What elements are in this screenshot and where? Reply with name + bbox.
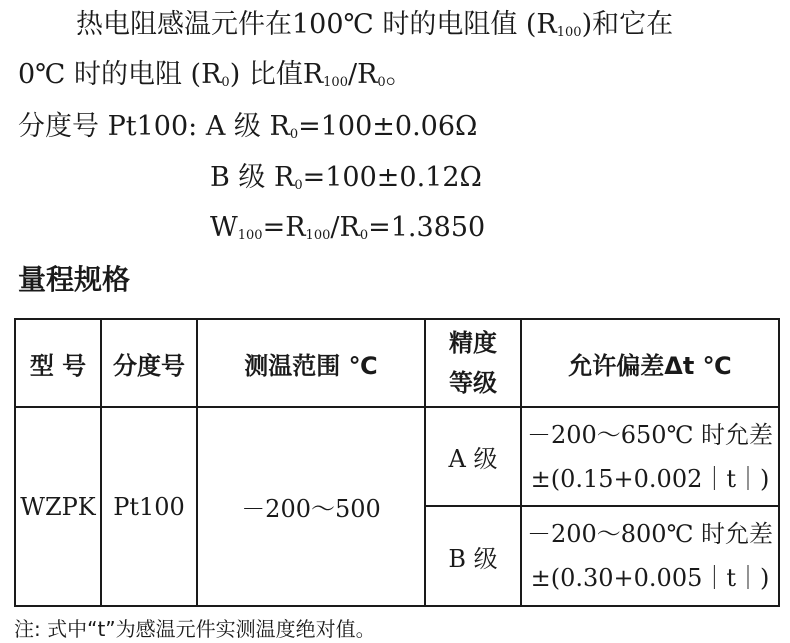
- subscript: 100: [556, 25, 582, 40]
- tolerance-b-line-2: ±(0.30+0.005｜t｜): [530, 564, 770, 592]
- intro-text: )和它在: [581, 9, 674, 40]
- grade-b-value: =100±0.12Ω: [302, 162, 482, 193]
- cell-model: WZPK: [15, 407, 101, 606]
- table-header-row: [15, 319, 779, 407]
- grade-a-label: A 级 R: [205, 111, 290, 142]
- header-model: 型 号: [15, 319, 101, 407]
- subscript: 100: [305, 228, 331, 243]
- tolerance-a-line-1: －200～650℃ 时允差: [526, 420, 774, 449]
- header-tolerance: 允许偏差Δt ℃: [521, 319, 779, 407]
- subscript: 0: [294, 178, 303, 193]
- cell-index: Pt100: [101, 407, 197, 606]
- intro-line-1: [76, 8, 673, 50]
- subscript: 0: [359, 228, 369, 243]
- cell-grade-a: A 级: [425, 407, 521, 506]
- table-row-grade-a: [15, 407, 779, 506]
- intro-text: 热电阻感温元件在100℃ 时的电阻值 (R: [76, 9, 557, 40]
- tolerance-b-line-1: －200～800℃ 时允差: [526, 520, 774, 548]
- spec-grade-b-line: [210, 161, 482, 203]
- subscript: 100: [237, 228, 263, 243]
- subscript: 0: [289, 127, 299, 142]
- intro-text: 0℃ 时的电阻 (R: [18, 59, 222, 90]
- spec-ratio-line: [210, 211, 485, 253]
- cell-tolerance-b: [521, 506, 779, 606]
- header-grade: [425, 319, 521, 407]
- intro-text: /R: [347, 59, 378, 90]
- intro-line-2: [18, 58, 413, 100]
- header-grade-line-2: 等级: [449, 369, 497, 397]
- section-title: 量程规格: [18, 263, 131, 296]
- ratio-text: W: [210, 212, 238, 243]
- subscript: 0: [377, 75, 386, 90]
- index-label: 分度号 Pt100:: [18, 111, 206, 142]
- cell-grade-b: B 级: [425, 506, 521, 606]
- grade-b-label: B 级 R: [210, 162, 295, 193]
- cell-tolerance-a: [521, 407, 779, 506]
- ratio-value: =1.3850: [368, 212, 486, 243]
- grade-a-value: =100±0.06Ω: [298, 111, 478, 142]
- range-spec-table: [14, 318, 780, 607]
- intro-text: 。: [385, 59, 413, 90]
- spec-grade-a-line: [18, 110, 477, 152]
- header-index: 分度号: [101, 319, 197, 407]
- ratio-text: /R: [330, 212, 360, 243]
- header-grade-line-1: 精度: [449, 329, 497, 357]
- subscript: 100: [323, 75, 348, 90]
- header-range: 测温范围 ℃: [197, 319, 425, 407]
- tolerance-a-line-2: ±(0.15+0.002｜t｜): [530, 464, 770, 493]
- ratio-text: =R: [262, 212, 306, 243]
- cell-range: －200～500: [197, 407, 425, 606]
- footnote: 注: 式中“t”为感温元件实测温度绝对值。: [14, 617, 376, 641]
- intro-text: ) 比值R: [229, 59, 324, 90]
- subscript: 0: [221, 75, 230, 90]
